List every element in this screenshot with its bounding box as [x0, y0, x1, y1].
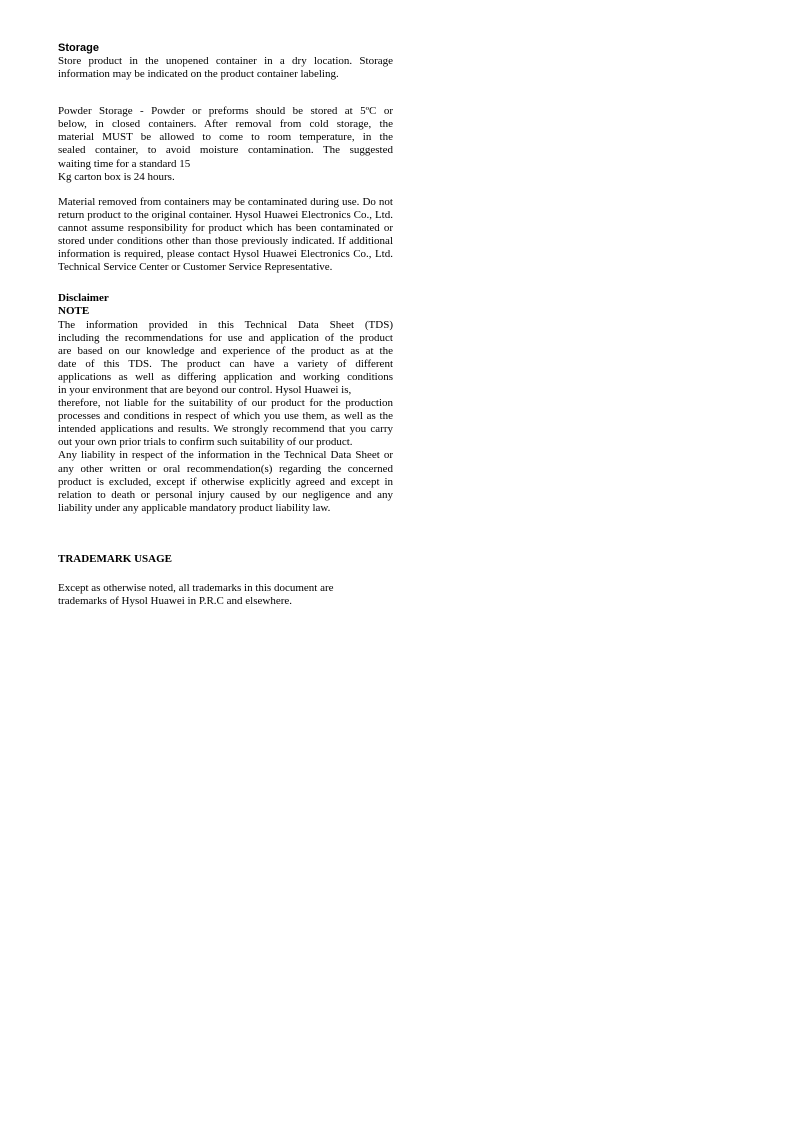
- disclaimer-line: applications as well as differing application and working conditions: [58, 370, 393, 383]
- spacer: [58, 566, 393, 582]
- note-heading: NOTE: [58, 305, 90, 318]
- powder-storage-paragraph: [58, 105, 393, 184]
- spacer: [58, 81, 393, 105]
- powder-storage-line: Kg carton box is 24 hours.: [58, 170, 175, 183]
- powder-storage-line: material MUST be allowed to come to room temperature, in the: [58, 131, 393, 144]
- trademark-line: Except as otherwise noted, all trademarks in this document are: [58, 582, 334, 594]
- trademark-paragraph: [58, 582, 393, 608]
- disclaimer-heading: Disclaimer: [58, 292, 109, 305]
- spacer: [58, 515, 393, 553]
- powder-storage-line: waiting time for a standard 15: [58, 157, 191, 170]
- spacer: [58, 184, 393, 196]
- powder-storage-line: sealed container, to avoid moisture contamination. The suggested: [58, 144, 393, 157]
- disclaimer-line: including the recommendations for use and application of the product: [58, 331, 393, 344]
- document-page: [58, 41, 393, 608]
- powder-storage-line: Powder Storage - Powder or preforms should be stored at 5ºC or: [58, 105, 393, 118]
- spacer: [58, 274, 393, 292]
- disclaimer-line: in your environment that are beyond our control. Hysol Huawei is,: [58, 383, 352, 396]
- disclaimer-paragraph-1: [58, 319, 393, 398]
- trademark-line: trademarks of Hysol Huawei in P.R.C and elsewhere.: [58, 595, 293, 608]
- disclaimer-line: date of this TDS. The product can have a variety of different: [58, 357, 393, 370]
- disclaimer-line: The information provided in this Technical Data Sheet (TDS): [58, 318, 393, 331]
- storage-paragraph-1: Store product in the unopened container in a dry location. Storage information may be indicated on the product container labeling.: [58, 55, 393, 81]
- disclaimer-paragraph-2: Any liability in respect of the information in the Technical Data Sheet or any other written or oral recommendation(s) regarding the concerned product is excluded, except if otherwise explicitly agreed and except in relation to death or personal injury caused by our negligence and any liability under any applicable mandatory product liability law.: [58, 449, 393, 514]
- disclaimer-line: are based on our knowledge and experience of the product as at the: [58, 344, 393, 357]
- trademark-heading: TRADEMARK USAGE: [58, 552, 172, 565]
- contamination-paragraph: Material removed from containers may be contaminated during use. Do not return product to the original container. Hysol Huawei Electronics Co., Ltd. cannot assume responsibility for product which has been contaminated or stored under conditions other than those previously indicated. If additional information is required, please contact Hysol Huawei Electronics Co., Ltd. Technical Service Center or Customer Service Representative.: [58, 195, 393, 274]
- disclaimer-paragraph-1-continued: therefore, not liable for the suitability of our product for the production processes and conditions in respect of which you use them, as well as the intended applications and results. We strongly recommend that you carry out your own prior trials to confirm such suitability of our product.: [58, 397, 393, 449]
- storage-heading: Storage: [58, 42, 99, 54]
- powder-storage-line: below, in closed containers. After removal from cold storage, the: [58, 118, 393, 131]
